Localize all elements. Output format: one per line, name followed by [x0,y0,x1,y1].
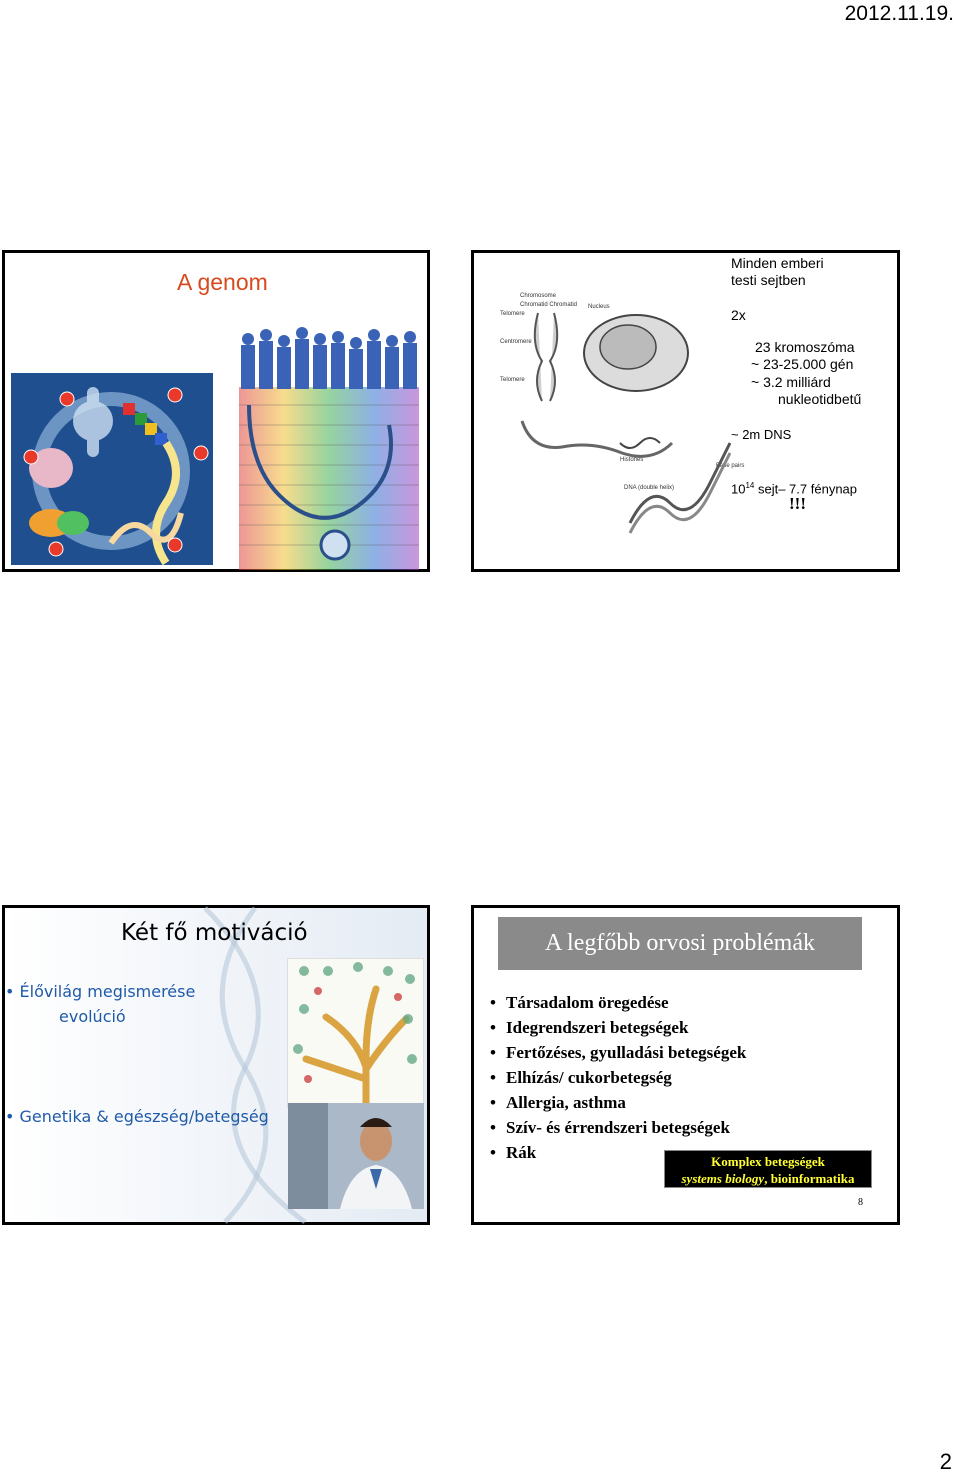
dna-length: ~ 2m DNS [731,427,792,442]
complex-diseases-box [664,1150,872,1188]
slide-medical-problems [471,905,900,1225]
people-dna-illustration [239,325,419,570]
cell-count-base: 10 [731,481,746,497]
cell-cycle-illustration [11,373,213,565]
label-histones: Histones [620,457,644,463]
complex-diseases-subtitle [665,1170,871,1187]
list-item: • Elhízás/ cukorbetegség [490,1065,746,1090]
bioinformatics-text: , bioinformatika [764,1171,855,1186]
list-item: • Allergia, asthma [490,1090,746,1115]
tree-of-life-image [287,958,424,1108]
problem-list [490,990,746,1165]
list-item: • Szív- és érrendszeri betegségek [490,1115,746,1140]
cell-count-exponent: 14 [745,481,755,490]
list-item: • Rák [490,1140,746,1165]
cell-line-1: Minden emberi [731,255,824,271]
bullet-evolution: • Élővilág megismerése [5,982,196,1001]
list-item: • Fertőzéses, gyulladási betegségek [490,1040,746,1065]
label-dna-helix: DNA (double helix) [624,485,675,491]
slide-genome [2,250,430,572]
slide-genome-facts [471,250,900,572]
bullet-genetics: • Genetika & egészség/betegség [5,1107,269,1126]
systems-biology-text: systems biology [681,1171,765,1186]
list-item: • Idegrendszeri betegségek [490,1015,746,1040]
page-number: 2 [939,1449,952,1474]
list-item: • Társadalom öregedése [490,990,746,1015]
nucleotide-label: nukleotidbetű [778,391,862,407]
label-nucleus: Nucleus [588,304,610,310]
cell-line-2: testi sejtben [731,272,806,288]
label-centromere: Centromere [500,339,532,345]
slide-number: 8 [858,1197,863,1208]
copies-label: 2x [731,307,746,323]
nucleotide-count: ~ 3.2 milliárd [751,374,831,390]
gene-count: ~ 23-25.000 gén [751,356,854,372]
cell-count-rest: sejt– 7.7 fénynap [754,481,858,497]
label-telomere-bottom: Telomere [500,377,525,383]
slide-motivations [2,905,430,1225]
bullet-genetics-text: Genetika & egészség/betegség [19,1107,269,1126]
label-chromosome: Chromosome [520,293,557,299]
slide-title: A legfőbb orvosi problémák [498,917,862,970]
label-telomere-top: Telomere [500,311,525,317]
page-date: 2012.11.19. [844,2,954,25]
bullet-evolution-text: Élővilág megismerése [19,982,196,1001]
slide-title: A genom [177,269,268,295]
label-chromatids: Chromatid Chromatid [520,302,578,308]
exclamation: !!! [789,494,806,513]
doctor-photo [288,1103,424,1209]
label-base-pairs: Base pairs [716,463,745,469]
complex-diseases-title: Komplex betegségek [711,1154,825,1169]
slide-title: Két fő motiváció [121,920,308,946]
bullet-evolution-sub: evolúció [59,1007,126,1026]
chromosome-count: 23 kromoszóma [755,339,855,355]
